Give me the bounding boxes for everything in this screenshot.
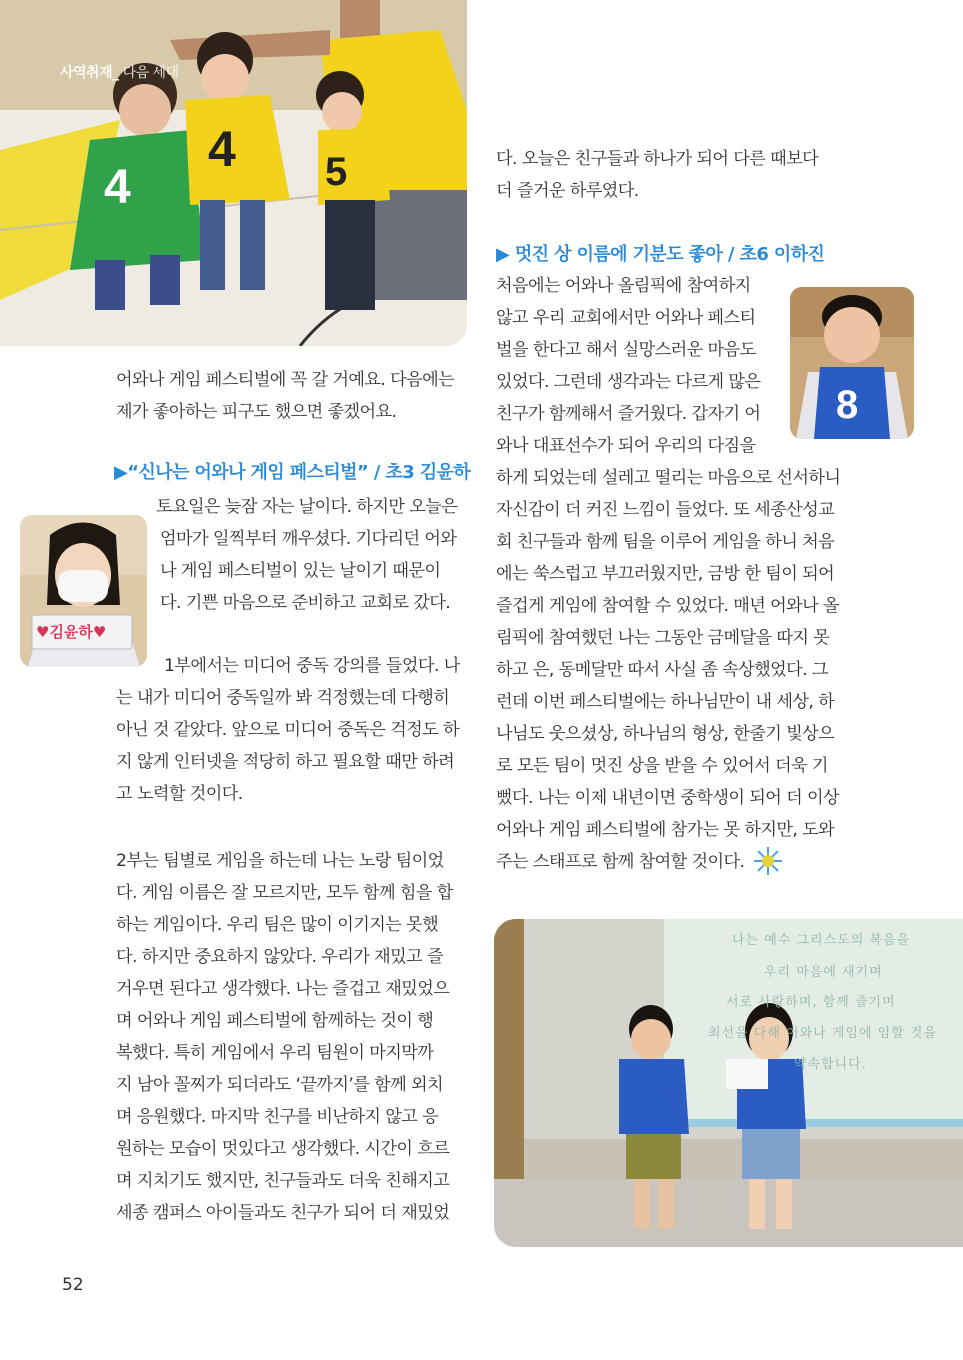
portrait-kim-yunha <box>20 515 147 667</box>
text-line: 더 즐거운 하루였다. <box>496 181 639 201</box>
text-line: 어와나 게임 페스티벌에 참가는 못 하지만, 도와 <box>496 820 835 840</box>
text-line: 즐겁게 게임에 참여할 수 있었다. 매년 어와나 올 <box>496 596 839 616</box>
text-line: 어와나 게임 페스티벌에 꼭 갈 거예요. 다음에는 <box>116 370 455 390</box>
page-number: 52 <box>62 1275 84 1295</box>
text-line: 제가 좋아하는 피구도 했으면 좋겠어요. <box>116 402 397 422</box>
text-line: 친구가 함께해서 즐거웠다. 갑자기 어 <box>496 404 761 424</box>
text-line: 세종 캠퍼스 아이들과도 친구가 되어 더 재밌었 <box>116 1203 450 1223</box>
stage-photo-oath <box>494 919 963 1247</box>
screen-line: 우리 마음에 새기며 <box>764 965 883 980</box>
text-line: 토요일은 늦잠 자는 날이다. 하지만 오늘은 <box>156 497 458 517</box>
text-line: 나님도 웃으셨상, 하나님의 형상, 한줄기 빛상으 <box>496 724 835 744</box>
sparkle-icon <box>752 845 784 877</box>
text-line: 하게 되었는데 설레고 떨리는 마음으로 선서하니 <box>496 468 841 488</box>
screen-line: 약속합니다. <box>794 1057 867 1072</box>
text-line: 다. 기쁜 마음으로 준비하고 교회로 갔다. <box>160 593 451 613</box>
left-heading: ▶“신나는 어와나 게임 페스티벌” / 초3 김윤하 <box>114 462 471 483</box>
right-heading: ▶ 멋진 상 이름에 기분도 좋아 / 초6 이하진 <box>496 244 825 265</box>
screen-line: 서로 사랑하며, 함께 즐기며 <box>726 995 896 1010</box>
text-line: 않고 우리 교회에서만 어와나 페스티 <box>496 308 756 328</box>
text-line: 림픽에 참여했던 나는 그동안 금메달을 따지 못 <box>496 628 830 648</box>
jersey-number-center: 4 <box>208 121 236 177</box>
text-line: 고 노력할 것이다. <box>116 784 243 804</box>
text-line: 런데 이번 페스티벌에는 하나님만이 내 세상, 하 <box>496 692 835 712</box>
text-line: 원하는 모습이 멋있다고 생각했다. 시간이 흐르 <box>116 1139 450 1159</box>
text-line: 나 게임 페스티벌이 있는 날이기 때문이 <box>160 561 441 581</box>
jersey-number-left: 4 <box>104 161 131 214</box>
subsection-label: 다음 세대 <box>122 65 179 81</box>
text-line: 복했다. 특히 게임에서 우리 팀원이 마지막까 <box>116 1043 434 1063</box>
text-line: 며 어와나 게임 페스티벌에 함께하는 것이 행 <box>116 1011 434 1031</box>
text-line: 와나 대표선수가 되어 우리의 다짐을 <box>496 436 756 456</box>
text-line: 거우면 된다고 생각했다. 나는 즐겁고 재밌었으 <box>116 979 450 999</box>
text-line: 있었다. 그런데 생각과는 다르게 많은 <box>496 372 761 392</box>
text-line: 로 모든 팀이 멋진 상을 받을 수 있어서 더욱 기 <box>496 756 828 776</box>
text-line: 지 않게 인터넷을 적당히 하고 필요할 때만 하려 <box>116 752 455 772</box>
text-line: 는 내가 미디어 중독일까 봐 걱정했는데 다행히 <box>116 688 450 708</box>
text-line: 엄마가 일찍부터 깨우셨다. 기다리던 어와 <box>160 529 457 549</box>
text-line: 회 친구들과 함께 팀을 이루어 게임을 하니 처음 <box>496 532 835 552</box>
text-line: 2부는 팀별로 게임을 하는데 나는 노랑 팀이었 <box>116 851 444 871</box>
text-line: 다. 게임 이름은 잘 모르지만, 모두 함께 힘을 합 <box>116 883 453 903</box>
text-line: 다. 오늘은 친구들과 하나가 되어 다른 때보다 <box>496 149 819 169</box>
section-label: 사역취재_ <box>60 65 119 81</box>
top-photo-children-running <box>0 0 467 346</box>
text-line: 아닌 것 같았다. 앞으로 미디어 중독은 걱정도 하 <box>116 720 459 740</box>
name-sign: ♥김윤하♥ <box>36 623 107 641</box>
text-line: 다. 하지만 중요하지 않았다. 우리가 재밌고 즐 <box>116 947 443 967</box>
text-line: 며 응원했다. 마지막 친구를 비난하지 않고 응 <box>116 1107 439 1127</box>
section-tag <box>60 62 179 82</box>
text-line: 에는 쑥스럽고 부끄러웠지만, 금방 한 팀이 되어 <box>496 564 835 584</box>
text-line: 뻤다. 나는 이제 내년이면 중학생이 되어 더 이상 <box>496 788 839 808</box>
text-line: 하고 은, 동메달만 따서 사실 좀 속상했었다. 그 <box>496 660 828 680</box>
screen-line: 최선을 다해 어와나 게임에 임할 것을 <box>708 1026 938 1041</box>
screen-line: 나는 예수 그리스도의 복음을 <box>732 933 911 948</box>
jersey-number-8: 8 <box>836 383 859 427</box>
text-line: 하는 게임이다. 우리 팀은 많이 이기지는 못했 <box>116 915 439 935</box>
portrait-lee-hajin <box>790 287 914 439</box>
text-line: 며 지치기도 했지만, 친구들과도 더욱 친해지고 <box>116 1171 450 1191</box>
text-line: 처음에는 어와나 올림픽에 참여하지 <box>496 276 751 296</box>
text-line: 주는 스태프로 함께 참여할 것이다. <box>496 852 745 872</box>
text-line: 지 남아 꼴찌가 되더라도 ‘끝까지’를 함께 외치 <box>116 1075 443 1095</box>
text-line: 1부에서는 미디어 중독 강의를 들었다. 나 <box>164 656 460 676</box>
jersey-number-right: 5 <box>325 150 348 194</box>
text-line: 자신감이 더 커진 느낌이 들었다. 또 세종산성교 <box>496 500 835 520</box>
text-line: 벌을 한다고 해서 실망스러운 마음도 <box>496 340 756 360</box>
